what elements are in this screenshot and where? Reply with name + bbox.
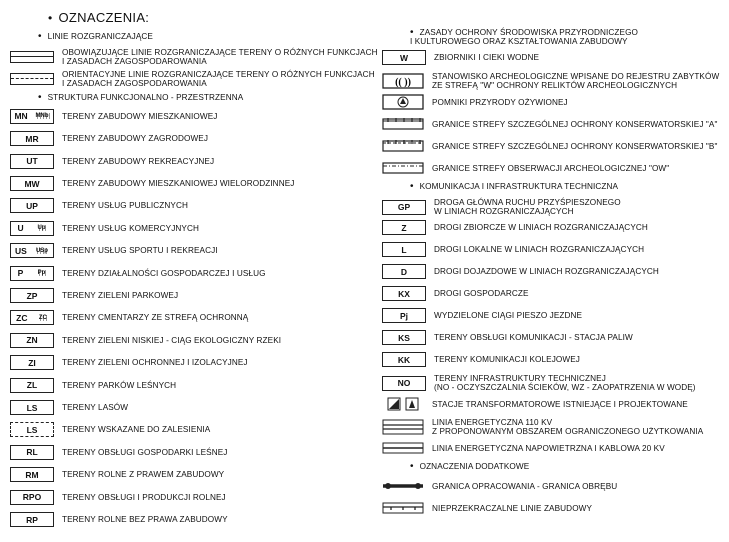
legend-row-tereny-zabudowy-rekreacyjnej: [10, 154, 214, 169]
buildline-icon: [382, 500, 424, 516]
symbol-code: ZC: [16, 312, 28, 323]
symbol-box-rpo: [10, 490, 54, 505]
symbol-subcode: Up: [37, 225, 46, 232]
legend-row-stacje-transformatorowe-istnie: [382, 396, 688, 412]
arch-icon: [382, 73, 424, 89]
symbol-code: LS: [26, 402, 38, 413]
legend-label: TERENY OBSŁUGI KOMUNIKACJI - STACJA PALIW: [434, 333, 633, 342]
symbol-box-mr: [10, 131, 54, 146]
legend-row-stanowisko-archeologiczne-wpis: [382, 72, 719, 90]
symbol-box-w: [382, 50, 426, 65]
legend-label: STANOWISKO ARCHEOLOGICZNE WPISANE DO REJESTRU ZABYTKÓW ZE STREFĄ "W" OCHRONY RELIKTÓW ARCHEOLOGICZNYCH: [432, 72, 720, 90]
solid-line-swatch: [10, 51, 54, 63]
legend-label: TERENY ZABUDOWY ZAGRODOWEJ: [62, 134, 209, 144]
symbol-box-d: [382, 264, 426, 279]
legend-row-tereny-cmentarzy-ze-stref-ochr: [10, 310, 248, 325]
legend-label: DROGA GŁÓWNA RUCHU PRZYŚPIESZONEGO W LINIACH ROZGRANICZAJĄCYCH: [434, 198, 621, 216]
legend-row-linia-energetyczna-110-kv-z-pr: [382, 418, 703, 436]
legend-label: GRANICE STREFY SZCZEGÓLNEJ OCHRONY KONSERWATORSKIEJ "A": [432, 119, 718, 129]
legend-label: TERENY ZIELENI NISKIEJ - CIĄG EKOLOGICZNY RZEKI: [62, 335, 282, 345]
symbol-box-ls: [10, 400, 54, 415]
legend-label: DROGI DOJAZDOWE W LINIACH ROZGRANICZAJĄCYCH: [434, 267, 659, 276]
symbol-subcode: Pp: [37, 270, 46, 277]
symbol-code: U: [17, 223, 24, 234]
symbol-code: D: [400, 266, 408, 277]
legend-label: TERENY DZIAŁALNOŚCI GOSPODARCZEJ I USŁUG: [62, 268, 266, 278]
legend-label: TERENY ZIELENI PARKOWEJ: [62, 291, 179, 300]
legend-row-tereny-us-ug-sportu-i-rekreacj: [10, 243, 218, 258]
legend-row-granice-strefy-szczeg-lnej-och: [382, 138, 718, 154]
legend-label: TERENY ZABUDOWY MIESZKANIOWEJ WIELORODZINNEJ: [62, 179, 295, 188]
symbol-code: ZN: [26, 335, 38, 346]
svg-text:(( )): (( )): [395, 77, 411, 88]
symbol-box-zp: [10, 288, 54, 303]
section-heading-oznaczenia-dodatkowe: [410, 462, 529, 471]
legend-label: TERENY USŁUG KOMERCYJNYCH: [62, 223, 200, 233]
symbol-box-ks: [382, 330, 426, 345]
symbol-code: GP: [397, 202, 411, 212]
legend-label: OBOWIĄZUJĄCE LINIE ROZGRANICZAJĄCE TERENY O RÓŻNYCH FUNKCJACH I ZASADACH ZAGOSPODAROWANIA: [62, 48, 378, 66]
legend-label: TERENY USŁUG SPORTU I REKREACJI: [62, 246, 218, 256]
legend-row-tereny-zabudowy-mieszkaniowej-: [10, 176, 294, 191]
symbol-box-no: [382, 376, 426, 391]
stations-icon: [382, 396, 424, 412]
legend-label: TERENY OBSŁUGI I PRODUKCJI ROLNEJ: [62, 492, 226, 502]
section-heading-label: • LINIE ROZGRANICZAJĄCE: [38, 32, 153, 41]
symbol-box-l: [382, 242, 426, 257]
legend-row-tereny-zieleni-niskiej-ci-g-ek: [10, 333, 281, 348]
legend-label: TERENY WSKAZANE DO ZALESIENIA: [62, 425, 211, 435]
legend-row-tereny-zabudowy-mieszkaniowej: [10, 109, 217, 124]
power110-icon: [382, 419, 424, 435]
section-heading-linie-rozgraniczaj-ce: [38, 32, 153, 41]
symbol-subcode: USp: [35, 247, 48, 254]
legend-label: GRANICA OPRACOWANIA - GRANICA OBRĘBU: [432, 481, 618, 491]
zoneOW-icon: [382, 160, 424, 176]
symbol-box-rp: [10, 512, 54, 527]
zoneA-icon: [382, 116, 424, 132]
symbol-box-mw: [10, 176, 54, 191]
symbol-code: RL: [26, 447, 38, 458]
symbol-code: LS: [26, 424, 38, 435]
legend-row-wydzielone-ci-gi-pieszo-jezdne: [382, 308, 582, 323]
legend-row-tereny-dzia-alno-ci-gospodarcz: [10, 266, 266, 281]
legend-row-tereny-komunikacji-kolejowej: [382, 352, 580, 367]
legend-row-tereny-zieleni-ochronnej-i-izo: [10, 355, 248, 370]
symbol-box-kx: [382, 286, 426, 301]
symbol-box-us: [10, 243, 54, 258]
symbol-code: MN: [14, 111, 28, 122]
legend-row-drogi-dojazdowe-w-liniach-rozg: [382, 264, 659, 279]
legend-label: TERENY LASÓW: [62, 403, 129, 412]
legend-row-orientacyjne-linie-rozgranicza: [10, 70, 375, 88]
legend-row-tereny-obs-ugi-gospodarki-le-n: [10, 445, 227, 460]
symbol-code: RP: [26, 514, 38, 525]
legend-label: DROGI LOKALNE W LINIACH ROZGRANICZAJĄCYCH: [434, 245, 645, 254]
symbol-box-kk: [382, 352, 426, 367]
legend-label: LINIA ENERGETYCZNA NAPOWIETRZNA I KABLOWA 20 KV: [432, 443, 665, 453]
symbol-box-zc: [10, 310, 54, 325]
legend-row-nieprzekraczalne-linie-zabudow: [382, 500, 592, 516]
legend-label: ORIENTACYJNE LINIE ROZGRANICZAJĄCE TERENY O RÓŻNYCH FUNKCJACH I ZASADACH ZAGOSPODAROWANIA: [62, 70, 375, 89]
symbol-box-rm: [10, 467, 54, 482]
section-heading-label: • ZASADY OCHRONY ŚRODOWISKA PRZYRODNICZEGO I KULTUROWEGO ORAZ KSZTAŁTOWANIA ZABUDOWY: [410, 28, 638, 46]
legend-row-tereny-park-w-le-nych: [10, 378, 176, 393]
legend-label: TERENY ROLNE Z PRAWEM ZABUDOWY: [62, 470, 225, 480]
legend-row-granice-strefy-obserwacji-arch: [382, 160, 669, 176]
legend-row-tereny-rolne-bez-prawa-zabudow: [10, 512, 228, 527]
legend-label: TERENY INFRASTRUKTURY TECHNICZNEJ (NO - OCZYSZCZALNIA ŚCIEKÓW, WZ - ZAOPATRZENIA W WODĘ): [434, 374, 696, 392]
legend-label: TERENY OBSŁUGI GOSPODARKI LEŚNEJ: [62, 447, 228, 457]
section-heading-zasady-ochrony-rodowiska-przyr: [410, 28, 638, 46]
legend-row-tereny-infrastruktury-technicz: [382, 374, 696, 392]
section-heading-label: • OZNACZENIA DODATKOWE: [410, 462, 529, 471]
legend-row-droga-g-wna-ruchu-przy-pieszon: [382, 198, 621, 216]
symbol-box-zl: [10, 378, 54, 393]
symbol-box-z: [382, 220, 426, 235]
legend-label: GRANICE STREFY OBSERWACJI ARCHEOLOGICZNEJ "OW": [432, 163, 670, 173]
symbol-box-ls: [10, 422, 54, 437]
legend-row-tereny-zabudowy-zagrodowej: [10, 131, 208, 146]
legend-row-linia-energetyczna-napowietrzn: [382, 440, 665, 456]
symbol-box-zn: [10, 333, 54, 348]
symbol-code: NO: [397, 378, 411, 388]
boundary-icon: [382, 478, 424, 494]
symbol-code: L: [401, 244, 407, 255]
symbol-code: US: [15, 245, 27, 256]
legend-title: • OZNACZENIA:: [48, 10, 150, 25]
symbol-code: Pj: [399, 310, 409, 321]
symbol-code: UT: [26, 156, 38, 167]
symbol-box-pj: [382, 308, 426, 323]
legend-row-tereny-zieleni-parkowej: [10, 288, 178, 303]
symbol-code: ZL: [26, 380, 38, 391]
legend-row-tereny-rolne-z-prawem-zabudowy: [10, 467, 224, 482]
symbol-subcode: MNb: [35, 113, 49, 120]
section-heading-label: • KOMUNIKACJA I INFRASTRUKTURA TECHNICZNA: [410, 182, 618, 191]
legend-label: NIEPRZEKRACZALNE LINIE ZABUDOWY: [432, 503, 593, 513]
symbol-subcode: ZC: [38, 314, 47, 321]
legend-label: DROGI GOSPODARCZE: [434, 289, 529, 298]
legend-label: WYDZIELONE CIĄGI PIESZO JEZDNE: [434, 311, 583, 320]
legend-label: DROGI ZBIORCZE W LINIACH ROZGRANICZAJĄCYCH: [434, 223, 648, 232]
symbol-box-gp: [382, 200, 426, 215]
legend-label: GRANICE STREFY SZCZEGÓLNEJ OCHRONY KONSERWATORSKIEJ "B": [432, 141, 718, 151]
dashed-line-swatch: [10, 73, 54, 85]
legend-label: LINIA ENERGETYCZNA 110 KV Z PROPONOWANYM OBSZAREM OGRANICZONEGO UŻYTKOWANIA: [432, 418, 704, 436]
legend-row-granice-strefy-szczeg-lnej-och: [382, 116, 718, 132]
legend-label: ZBIORNIKI I CIEKI WODNE: [434, 53, 540, 62]
legend-label: TERENY ZIELENI OCHRONNEJ I IZOLACYJNEJ: [62, 358, 248, 368]
symbol-box-zi: [10, 355, 54, 370]
symbol-box-rl: [10, 445, 54, 460]
symbol-code: KX: [398, 288, 410, 299]
symbol-code: UP: [26, 200, 38, 211]
legend-row-tereny-us-ug-komercyjnych: [10, 221, 199, 236]
legend-row-granica-opracowania-granica-ob: [382, 478, 617, 494]
symbol-code: W: [399, 52, 409, 63]
legend-row-tereny-las-w: [10, 400, 128, 415]
symbol-code: P: [17, 268, 24, 279]
legend-row-drogi-gospodarcze: [382, 286, 529, 301]
symbol-box-ut: [10, 154, 54, 169]
legend-row-pomniki-przyrody-o-ywionej: [382, 94, 568, 110]
symbol-code: RPO: [22, 492, 42, 503]
symbol-box-mn: [10, 109, 54, 124]
legend-label: STACJE TRANSFORMATOROWE ISTNIEJĄCE I PROJEKTOWANE: [432, 399, 688, 409]
section-heading-label: • STRUKTURA FUNKCJONALNO - PRZESTRZENNA: [38, 93, 243, 102]
legend-label: POMNIKI PRZYRODY OŻYWIONEJ: [432, 97, 568, 107]
legend-label: TERENY ROLNE BEZ PRAWA ZABUDOWY: [62, 515, 228, 524]
legend-row-tereny-wskazane-do-zalesienia: [10, 422, 210, 437]
symbol-code: KS: [398, 332, 410, 343]
symbol-code: ZI: [28, 357, 36, 368]
symbol-code: RM: [25, 469, 39, 480]
symbol-code: MR: [25, 133, 39, 144]
legend-label: TERENY PARKÓW LEŚNYCH: [62, 380, 177, 390]
legend-row-zbiorniki-i-cieki-wodne: [382, 50, 539, 65]
legend-label: TERENY ZABUDOWY MIESZKANIOWEJ: [62, 111, 218, 121]
legend-row-obowi-zuj-ce-linie-rozgranicza: [10, 48, 378, 66]
zoneB-icon: [382, 138, 424, 154]
tree-icon: [382, 94, 424, 110]
symbol-code: Z: [401, 222, 407, 233]
symbol-code: KK: [397, 354, 411, 365]
legend-label: TERENY KOMUNIKACJI KOLEJOWEJ: [434, 355, 580, 364]
legend-row-drogi-zbiorcze-w-liniach-rozgr: [382, 220, 648, 235]
legend-row-tereny-obs-ugi-i-produkcji-rol: [10, 490, 226, 505]
legend-label: TERENY ZABUDOWY REKREACYJNEJ: [62, 156, 215, 166]
symbol-code: MW: [24, 178, 40, 189]
power20-icon: [382, 440, 424, 456]
legend-label: TERENY USŁUG PUBLICZNYCH: [62, 201, 188, 211]
section-heading-komunikacja-i-infrastruktura-t: [410, 182, 618, 191]
symbol-code: ZP: [26, 290, 38, 301]
legend-row-tereny-us-ug-publicznych: [10, 198, 188, 213]
legend-row-drogi-lokalne-w-liniach-rozgra: [382, 242, 644, 257]
symbol-box-u: [10, 221, 54, 236]
section-heading-struktura-funkcjonalno-przestr: [38, 93, 243, 102]
legend-label: TERENY CMENTARZY ZE STREFĄ OCHRONNĄ: [62, 313, 249, 323]
symbol-box-p: [10, 266, 54, 281]
legend-row-tereny-obs-ugi-komunikacji-sta: [382, 330, 633, 345]
symbol-box-up: [10, 198, 54, 213]
